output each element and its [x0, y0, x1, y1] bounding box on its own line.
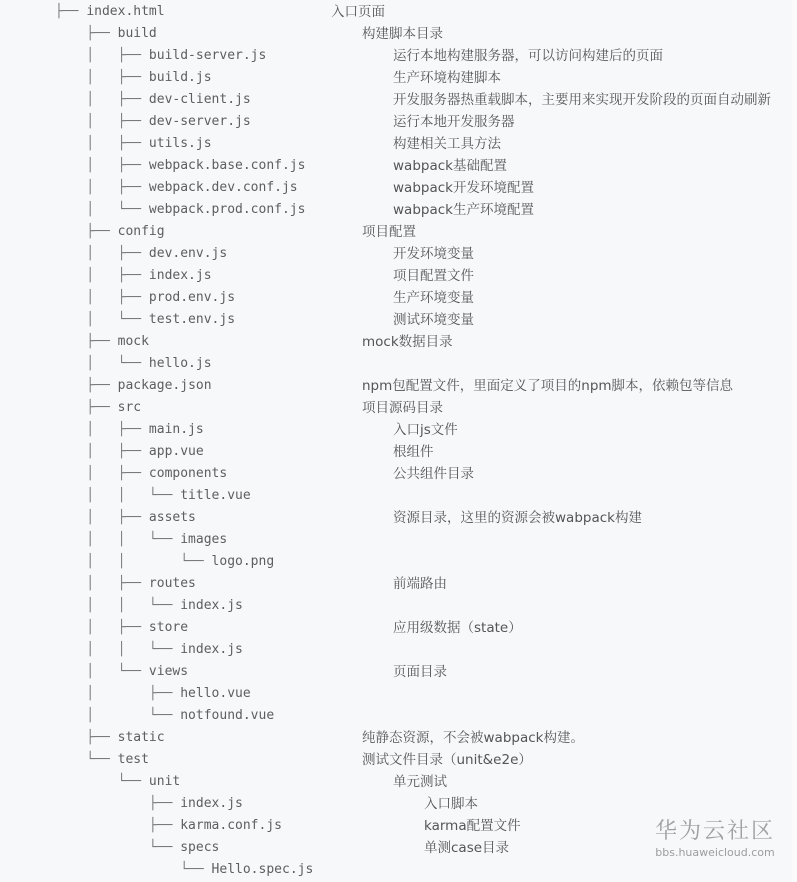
tree-branch-glyph: │ ├──: [55, 136, 149, 151]
tree-branch-glyph: │ ├──: [55, 70, 149, 85]
tree-row: [0, 23, 792, 45]
file-name: build-server.js: [148, 48, 267, 63]
file-name: assets: [148, 510, 196, 525]
file-comment: 页面目录: [393, 664, 447, 680]
tree-entry: [55, 859, 313, 881]
file-name: hello.vue: [180, 686, 251, 701]
file-comment: 构建相关工具方法: [393, 136, 501, 152]
file-name: specs: [180, 840, 220, 855]
tree-branch-glyph: ├──: [55, 796, 181, 811]
tree-row: [0, 793, 792, 815]
tree-branch-glyph: │ ├──: [55, 180, 149, 195]
tree-row: [0, 661, 792, 683]
file-name: store: [148, 620, 189, 635]
tree-branch-glyph: │ ├──: [55, 620, 149, 635]
tree-branch-glyph: │ ├──: [55, 290, 149, 305]
file-name: index.js: [148, 268, 212, 283]
file-name: images: [180, 532, 228, 547]
file-comment: 运行本地构建服务器，可以访问构建后的页面: [393, 48, 663, 64]
tree-row: [0, 177, 792, 199]
tree-row: [0, 353, 792, 375]
file-name: karma.conf.js: [180, 818, 282, 833]
tree-entry: [55, 639, 243, 661]
tree-entry: [55, 617, 188, 639]
tree-branch-glyph: │ └──: [55, 708, 181, 723]
tree-row: [0, 551, 792, 573]
file-comment: 应用级数据（state）: [393, 620, 522, 636]
directory-tree-code-block: [0, 1, 792, 881]
file-comment: 项目源码目录: [362, 400, 443, 416]
tree-entry: [55, 111, 251, 133]
file-name: dev.env.js: [148, 246, 228, 261]
file-name: components: [148, 466, 228, 481]
tree-row: [0, 309, 792, 331]
watermark: [650, 818, 780, 860]
file-comment: karma配置文件: [424, 818, 521, 834]
tree-branch-glyph: └──: [55, 862, 212, 877]
tree-entry: [55, 529, 227, 551]
tree-branch-glyph: │ └──: [55, 312, 149, 327]
file-name: views: [148, 664, 189, 679]
file-comment: mock数据目录: [362, 334, 453, 350]
tree-branch-glyph: │ │ └──: [55, 598, 181, 613]
tree-row: [0, 771, 792, 793]
file-comment: 入口页面: [331, 4, 385, 20]
tree-entry: [55, 573, 196, 595]
file-name: dev-server.js: [148, 114, 251, 129]
tree-entry: [55, 661, 188, 683]
tree-branch-glyph: ├──: [55, 730, 118, 745]
tree-row: [0, 441, 792, 463]
file-comment: 前端路由: [393, 576, 447, 592]
tree-branch-glyph: ├──: [55, 378, 118, 393]
file-name: notfound.vue: [180, 708, 275, 723]
tree-row: [0, 507, 792, 529]
file-comment: wabpack生产环境配置: [393, 202, 534, 218]
file-comment: 入口js文件: [393, 422, 458, 438]
file-comment: 项目配置文件: [393, 268, 474, 284]
tree-entry: [55, 287, 235, 309]
tree-entry: [55, 441, 204, 463]
file-comment: 入口脚本: [424, 796, 478, 812]
tree-entry: [55, 463, 227, 485]
file-name: index.html: [86, 4, 165, 19]
file-comment: 生产环境构建脚本: [393, 70, 501, 86]
tree-row: [0, 419, 792, 441]
file-comment: 单元测试: [393, 774, 447, 790]
file-comment: 开发环境变量: [393, 246, 474, 262]
file-comment: 测试环境变量: [393, 312, 474, 328]
tree-entry: [55, 243, 227, 265]
tree-entry: [55, 133, 212, 155]
file-comment: 公共组件目录: [393, 466, 474, 482]
tree-branch-glyph: ├──: [55, 400, 118, 415]
watermark-url: bbs.huaweicloud.com: [655, 846, 775, 859]
file-comment: wabpack基础配置: [393, 158, 507, 174]
file-comment: 开发服务器热重载脚本，主要用来实现开发阶段的页面自动刷新: [393, 92, 771, 108]
file-comment: npm包配置文件，里面定义了项目的npm脚本，依赖包等信息: [362, 378, 734, 394]
file-name: webpack.base.conf.js: [148, 158, 306, 173]
file-name: webpack.prod.conf.js: [148, 202, 306, 217]
file-name: index.js: [180, 796, 243, 811]
tree-entry: [55, 265, 212, 287]
tree-entry: [55, 793, 243, 815]
file-name: package.json: [117, 378, 212, 393]
tree-branch-glyph: │ └──: [55, 202, 149, 217]
file-name: logo.png: [211, 554, 275, 569]
tree-row: [0, 111, 792, 133]
file-comment: 运行本地开发服务器: [393, 114, 515, 130]
file-name: unit: [148, 774, 181, 789]
tree-branch-glyph: │ │ └──: [55, 554, 212, 569]
file-name: utils.js: [148, 136, 212, 151]
tree-entry: [55, 45, 266, 67]
tree-entry: [55, 331, 149, 353]
file-name: webpack.dev.conf.js: [148, 180, 298, 195]
tree-entry: [55, 727, 165, 749]
tree-entry: [55, 89, 251, 111]
tree-row: [0, 45, 792, 67]
tree-entry: [55, 837, 219, 859]
tree-branch-glyph: ├──: [55, 4, 87, 19]
tree-branch-glyph: │ ├──: [55, 158, 149, 173]
tree-entry: [55, 177, 298, 199]
tree-branch-glyph: │ │ └──: [55, 642, 181, 657]
tree-entry: [55, 397, 141, 419]
tree-row: [0, 617, 792, 639]
tree-entry: [55, 23, 157, 45]
tree-row: [0, 265, 792, 287]
tree-branch-glyph: │ ├──: [55, 510, 149, 525]
tree-branch-glyph: │ ├──: [55, 48, 149, 63]
tree-entry: [55, 771, 180, 793]
tree-branch-glyph: ├──: [55, 334, 118, 349]
file-comment: 测试文件目录（unit&e2e）: [362, 752, 532, 768]
tree-entry: [55, 199, 305, 221]
tree-row: [0, 375, 792, 397]
tree-branch-glyph: │ ├──: [55, 422, 149, 437]
tree-row: [0, 749, 792, 771]
file-comment: 项目配置: [362, 224, 416, 240]
tree-entry: [55, 815, 282, 837]
file-name: dev-client.js: [148, 92, 251, 107]
tree-entry: [55, 749, 149, 771]
tree-branch-glyph: │ ├──: [55, 92, 149, 107]
file-name: main.js: [148, 422, 204, 437]
tree-row: [0, 705, 792, 727]
tree-row: [0, 727, 792, 749]
tree-entry: [55, 155, 305, 177]
tree-branch-glyph: │ ├──: [55, 268, 149, 283]
file-name: build: [117, 26, 157, 41]
tree-row: [0, 155, 792, 177]
tree-row: [0, 89, 792, 111]
tree-entry: [55, 1, 165, 23]
tree-row: [0, 287, 792, 309]
tree-entry: [55, 551, 274, 573]
file-name: routes: [148, 576, 196, 591]
tree-branch-glyph: ├──: [55, 818, 181, 833]
tree-row: [0, 859, 792, 881]
tree-row: [0, 485, 792, 507]
file-name: static: [117, 730, 165, 745]
tree-entry: [55, 683, 251, 705]
tree-branch-glyph: │ ├──: [55, 576, 149, 591]
tree-row: [0, 133, 792, 155]
file-comment: 生产环境变量: [393, 290, 474, 306]
tree-entry: [55, 595, 243, 617]
watermark-title: 华为云社区: [654, 819, 775, 844]
file-name: index.js: [180, 598, 243, 613]
file-name: mock: [117, 334, 149, 349]
tree-entry: [55, 221, 165, 243]
file-name: test.env.js: [148, 312, 236, 327]
file-name: test: [117, 752, 149, 767]
tree-entry: [55, 419, 204, 441]
tree-entry: [55, 705, 274, 727]
tree-entry: [55, 67, 212, 89]
tree-branch-glyph: └──: [55, 840, 181, 855]
tree-branch-glyph: └──: [55, 774, 149, 789]
tree-branch-glyph: │ ├──: [55, 686, 181, 701]
tree-branch-glyph: └──: [55, 752, 118, 767]
file-name: app.vue: [148, 444, 204, 459]
tree-branch-glyph: │ ├──: [55, 466, 149, 481]
tree-entry: [55, 507, 196, 529]
file-name: hello.js: [148, 356, 212, 371]
tree-row: [0, 683, 792, 705]
file-name: title.vue: [180, 488, 251, 503]
tree-row: [0, 1, 792, 23]
file-name: Hello.spec.js: [211, 862, 314, 877]
tree-row: [0, 243, 792, 265]
tree-entry: [55, 485, 251, 507]
file-comment: 单测case目录: [424, 840, 510, 856]
tree-branch-glyph: ├──: [55, 26, 118, 41]
tree-row: [0, 199, 792, 221]
tree-branch-glyph: │ ├──: [55, 444, 149, 459]
tree-entry: [55, 375, 212, 397]
file-comment: wabpack开发环境配置: [393, 180, 534, 196]
tree-row: [0, 639, 792, 661]
file-comment: 构建脚本目录: [362, 26, 443, 42]
file-name: index.js: [180, 642, 243, 657]
file-name: config: [117, 224, 165, 239]
tree-branch-glyph: │ ├──: [55, 246, 149, 261]
tree-branch-glyph: │ │ └──: [55, 488, 181, 503]
tree-row: [0, 397, 792, 419]
tree-row: [0, 573, 792, 595]
file-name: prod.env.js: [148, 290, 236, 305]
file-comment: 纯静态资源，不会被wabpack构建。: [362, 730, 584, 746]
tree-entry: [55, 353, 212, 375]
tree-row: [0, 67, 792, 89]
tree-row: [0, 529, 792, 551]
tree-branch-glyph: │ └──: [55, 356, 149, 371]
tree-row: [0, 595, 792, 617]
tree-row: [0, 221, 792, 243]
file-name: build.js: [148, 70, 212, 85]
file-comment: 资源目录，这里的资源会被wabpack构建: [393, 510, 642, 526]
file-comment: 根组件: [393, 444, 434, 460]
file-name: src: [117, 400, 142, 415]
tree-branch-glyph: │ ├──: [55, 114, 149, 129]
tree-branch-glyph: │ └──: [55, 664, 149, 679]
tree-branch-glyph: │ │ └──: [55, 532, 181, 547]
tree-row: [0, 331, 792, 353]
tree-branch-glyph: ├──: [55, 224, 118, 239]
tree-entry: [55, 309, 235, 331]
right-edge: [792, 0, 797, 882]
tree-row: [0, 463, 792, 485]
